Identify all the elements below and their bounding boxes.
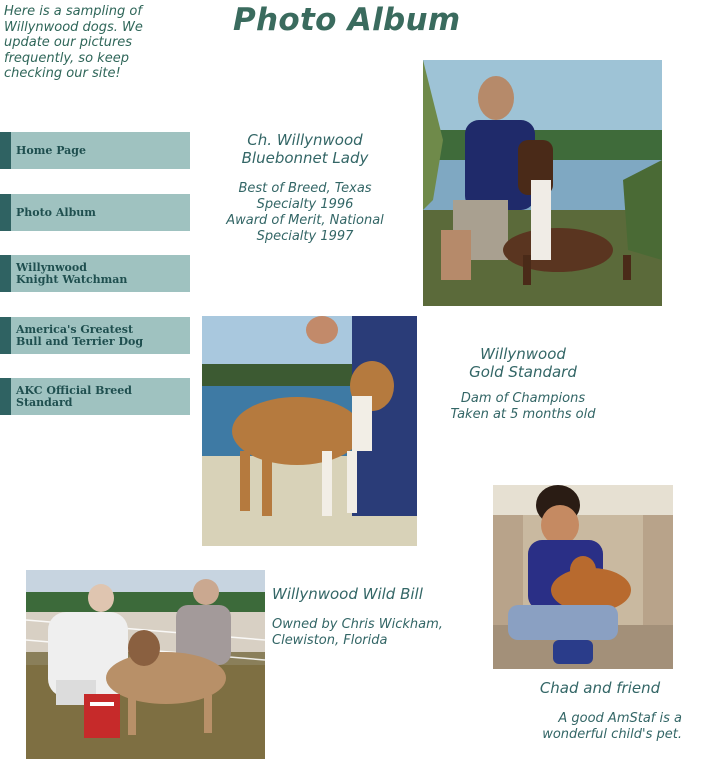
caption-name: Chad and friend xyxy=(539,679,661,697)
nav-photo-album[interactable]: Photo Album xyxy=(0,194,190,231)
caption-desc: Owned by Chris Wickham, Clewiston, Florida xyxy=(272,617,443,648)
caption-name: Willynwood Wild Bill xyxy=(272,585,423,603)
nav-knight-watchman[interactable]: Willynwood Knight Watchman xyxy=(0,255,190,292)
nav-americas-greatest[interactable]: America's Greatest Bull and Terrier Dog xyxy=(0,317,190,354)
caption-name: Ch. Willynwood Bluebonnet Lady xyxy=(241,131,369,167)
nav-akc-breed-standard[interactable]: AKC Official Breed Standard xyxy=(0,378,190,415)
caption-gold-standard xyxy=(423,345,623,423)
caption-chad-and-friend xyxy=(500,679,700,743)
page-title: Photo Album xyxy=(233,2,461,38)
caption-desc: Best of Breed, Texas Specialty 1996 Award of Merit, National Specialty 1997 xyxy=(226,181,384,244)
photo-chad-and-friend xyxy=(493,485,673,669)
photo-wild-bill xyxy=(26,570,265,759)
photo-gold-standard xyxy=(202,316,417,546)
intro-text: Here is a sampling of Willynwood dogs. We update our pictures frequently, so keep checking our site! xyxy=(4,4,143,81)
caption-bluebonnet-lady xyxy=(200,131,410,245)
caption-name: Willynwood Gold Standard xyxy=(469,345,577,381)
caption-desc: A good AmStaf is a wonderful child's pet. xyxy=(542,711,682,742)
nav-home-page[interactable]: Home Page xyxy=(0,132,190,169)
photo-bluebonnet-lady xyxy=(423,60,662,306)
caption-desc: Dam of Champions Taken at 5 months old xyxy=(450,391,596,422)
caption-wild-bill xyxy=(272,585,472,649)
